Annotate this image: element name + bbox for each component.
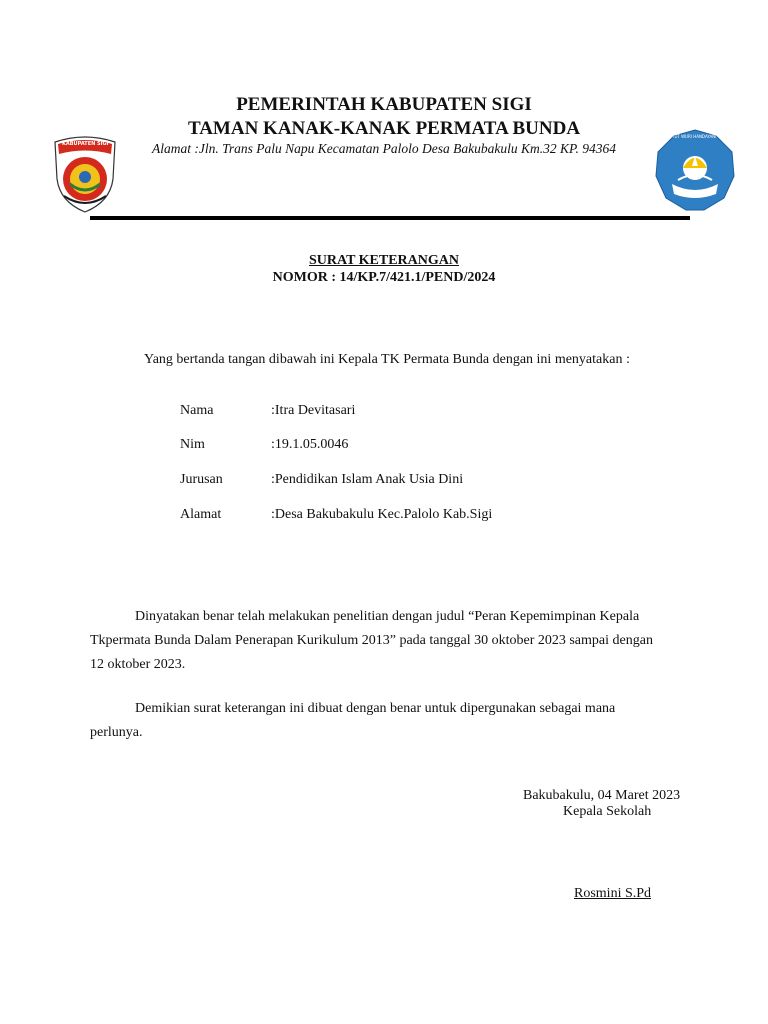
- body-paragraph-closing: Demikian surat keterangan ini dibuat dengan benar untuk dipergunakan sebagai mana perlunya.: [90, 701, 616, 740]
- signature-place-date: Bakubakulu, 04 Maret 2023: [523, 788, 681, 803]
- document-title: [0, 253, 768, 269]
- letterhead-line1: PEMERINTAH KABUPATEN SIGI: [236, 94, 532, 115]
- body-paragraph-research: Dinyatakan benar telah melakukan penelitian dengan judul “Peran Kepemimpinan Kepala Tkpermata Bunda Dalam Penerapan Kurikulum 2013” pada tanggal 30 oktober 2023 sampai dengan 12 oktober 2023.: [90, 609, 653, 672]
- field-value-alamat: :Desa Bakubakulu Kec.Palolo Kab.Sigi: [271, 507, 493, 522]
- field-label-jurusan: Jurusan: [180, 472, 223, 487]
- field-value-nama: :Itra Devitasari: [271, 403, 356, 418]
- left-logo-label: KABUPATEN SIGI: [62, 141, 109, 147]
- tut-wuri-handayani-logo: [654, 128, 736, 217]
- signature-position: Kepala Sekolah: [563, 804, 652, 819]
- intro-statement: Yang bertanda tangan dibawah ini Kepala TK Permata Bunda dengan ini menyatakan :: [144, 352, 630, 367]
- field-label-nim: Nim: [180, 437, 205, 452]
- letterhead-divider: [90, 216, 690, 220]
- document-title-text: SURAT KETERANGAN: [308, 253, 459, 268]
- signature-name: Rosmini S.Pd: [574, 886, 652, 901]
- letterhead-line2: TAMAN KANAK-KANAK PERMATA BUNDA: [187, 118, 581, 139]
- right-logo-label: TUT WURI HANDAYANI: [672, 134, 717, 139]
- field-label-nama: Nama: [180, 403, 214, 418]
- field-value-nim: :19.1.05.0046: [271, 437, 349, 452]
- document-number: NOMOR : 14/KP.7/421.1/PEND/2024: [272, 270, 496, 285]
- field-label-alamat: Alamat: [180, 507, 222, 522]
- field-value-jurusan: :Pendidikan Islam Anak Usia Dini: [271, 472, 464, 487]
- letterhead-address: Alamat :Jln. Trans Palu Napu Kecamatan Palolo Desa Bakubakulu Km.32 KP. 94364: [152, 141, 616, 156]
